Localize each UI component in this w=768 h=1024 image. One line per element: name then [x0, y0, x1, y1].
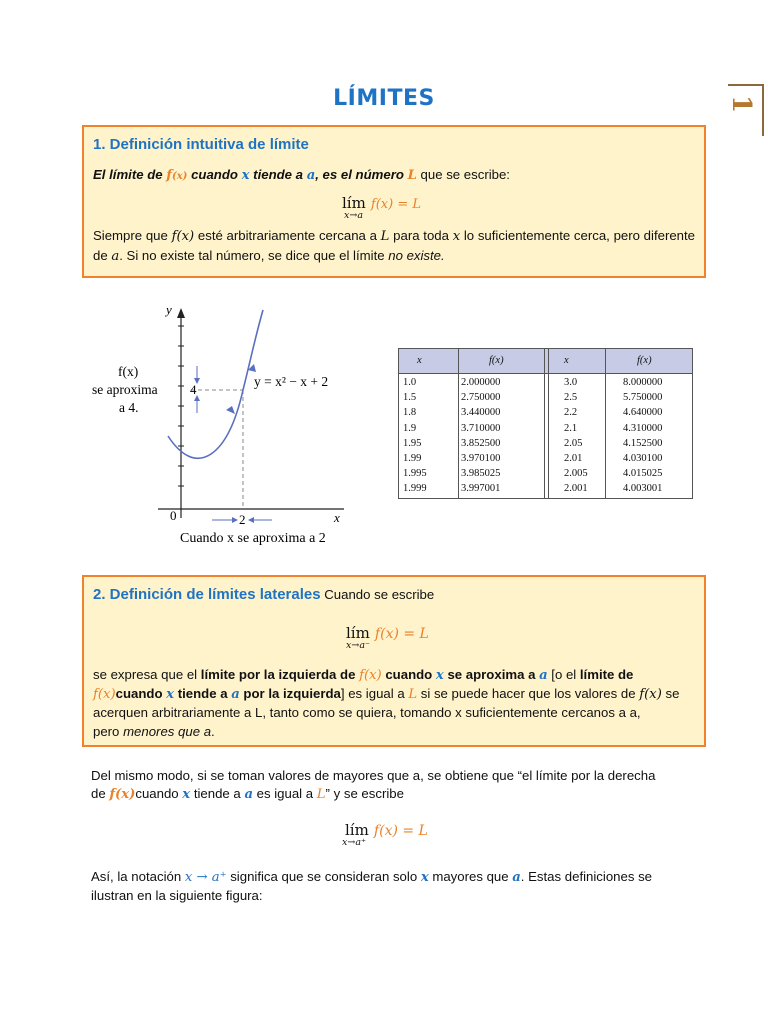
y-label: y — [166, 302, 172, 317]
table-cell: 3.440000 — [461, 407, 501, 419]
table-header-cell: x — [417, 355, 422, 366]
section2-line2: f(x)cuando x tiende a a por la izquierda] es igual a L si se puede hacer que los valores de f(x) se — [93, 686, 680, 702]
table-header-cell: x — [564, 355, 569, 366]
limit-formula-right: lím f(x) = L x→a⁺ — [342, 821, 428, 848]
table-cell: 4.640000 — [623, 407, 663, 419]
arrow-right-head — [232, 517, 238, 523]
page-title: LÍMITES — [333, 86, 435, 111]
section2-heading-tail: Cuando se escribe — [320, 587, 435, 602]
table-cell: 3.985025 — [461, 468, 501, 480]
fx-label-line3: a 4. — [119, 400, 139, 415]
table-cell: 2.000000 — [461, 377, 501, 388]
graph-caption: Cuando x se aproxima a 2 — [180, 531, 326, 546]
fx-label-line2: se aproxima — [92, 382, 158, 397]
table-cell: 2.5 — [564, 392, 578, 404]
table-cell: 5.750000 — [623, 392, 663, 404]
table-cell: 1.995 — [403, 468, 427, 480]
section2-heading-line — [93, 585, 434, 604]
page-number: 1 — [726, 94, 757, 114]
col-divider-4 — [605, 349, 606, 498]
table-cell: 4.310000 — [623, 422, 663, 434]
section1-heading: 1. Definición intuitiva de límite — [93, 136, 309, 153]
curve-arrow-lower — [226, 406, 235, 414]
col-divider-1 — [458, 349, 459, 498]
table-cell: 1.99 — [403, 453, 422, 464]
table-cell: 2.05 — [564, 437, 583, 449]
table-cell: 1.999 — [403, 483, 427, 495]
section3-line1: Del mismo modo, si se toman valores de mayores que a, se obtiene que “el límite por la derecha — [91, 768, 656, 783]
origin-label: 0 — [170, 508, 177, 523]
arrow-left-head — [248, 517, 254, 523]
table-header-cell: f(x) — [637, 355, 652, 366]
definition-box-2 — [82, 575, 706, 747]
limit-formula-left: lím f(x) = L x→a⁻ — [346, 624, 429, 651]
table-cell: 3.852500 — [461, 437, 501, 449]
table-cell: 4.015025 — [623, 468, 663, 480]
section2-line1: se expresa que el límite por la izquierda de f(x) cuando x se aproxima a a [o el límite de — [93, 667, 634, 683]
table-cell: 2.1 — [564, 422, 578, 434]
definition-box-1 — [82, 125, 706, 278]
tick-2-label: 2 — [239, 512, 246, 527]
table-cell: 4.152500 — [623, 437, 663, 449]
table-header-cell: f(x) — [489, 355, 504, 366]
section3-line4: ilustran en la siguiente figura: — [91, 888, 263, 903]
x-label: x — [334, 510, 340, 525]
tick-4-label: 4 — [190, 382, 197, 397]
table-cell: 2.005 — [564, 468, 588, 480]
table-cell: 1.9 — [403, 422, 417, 434]
parabola-curve — [168, 310, 263, 458]
table-cell: 3.970100 — [461, 453, 501, 464]
table-cell: 1.95 — [403, 437, 422, 449]
limit-formula-1: lím f(x) = L x→a — [342, 194, 421, 221]
table-cell: 1.0 — [403, 377, 417, 388]
table-cell: 3.0 — [564, 377, 578, 388]
values-table — [398, 348, 693, 499]
table-cell: 4.003001 — [623, 483, 663, 495]
table-cell: 3.997001 — [461, 483, 501, 495]
table-cell: 8.000000 — [623, 377, 663, 388]
limit-graph — [86, 296, 376, 556]
table-cell: 4.030100 — [623, 453, 663, 464]
section3-line3: Así, la notación x → a⁺ significa que se consideran solo x mayores que a. Estas definiciones se — [91, 869, 653, 885]
table-cell: 3.710000 — [461, 422, 501, 434]
page-number-side-rule — [762, 84, 764, 136]
table-cell: 1.5 — [403, 392, 417, 404]
section2-line4: pero menores que a. — [93, 724, 215, 739]
section3-line2: de f(x)cuando x tiende a a es igual a L” y se escribe — [91, 786, 404, 802]
table-cell: 2.01 — [564, 453, 583, 464]
page-number-rule — [728, 84, 764, 86]
table-cell: 2.2 — [564, 407, 578, 419]
table-cell: 2.750000 — [461, 392, 501, 404]
section1-intro: El límite de f(x) cuando x tiende a a, es el número L que se escribe: — [93, 167, 510, 183]
curve-equation: y = x² − x + 2 — [254, 374, 329, 389]
section2-heading: 2. Definición de límites laterales — [93, 586, 321, 603]
table-cell: 1.8 — [403, 407, 417, 419]
section2-line3: acerquen arbitrariamente a L, tanto como se quiera, tomando x suficientemente cercanos a a, — [93, 705, 641, 720]
fx-label-line1: f(x) — [118, 364, 139, 379]
page-number-tab — [728, 75, 764, 137]
section1-body: Siempre que f(x) esté arbitrariamente cercana a L para toda x lo suficientemente cerca, pero diferente de a. Si no existe tal número, se dice que el límite no existe. — [93, 228, 696, 264]
table-cell: 2.001 — [564, 483, 588, 495]
col-divider-3 — [548, 349, 549, 498]
y-axis-arrow — [177, 308, 185, 318]
col-divider-2 — [544, 349, 545, 498]
